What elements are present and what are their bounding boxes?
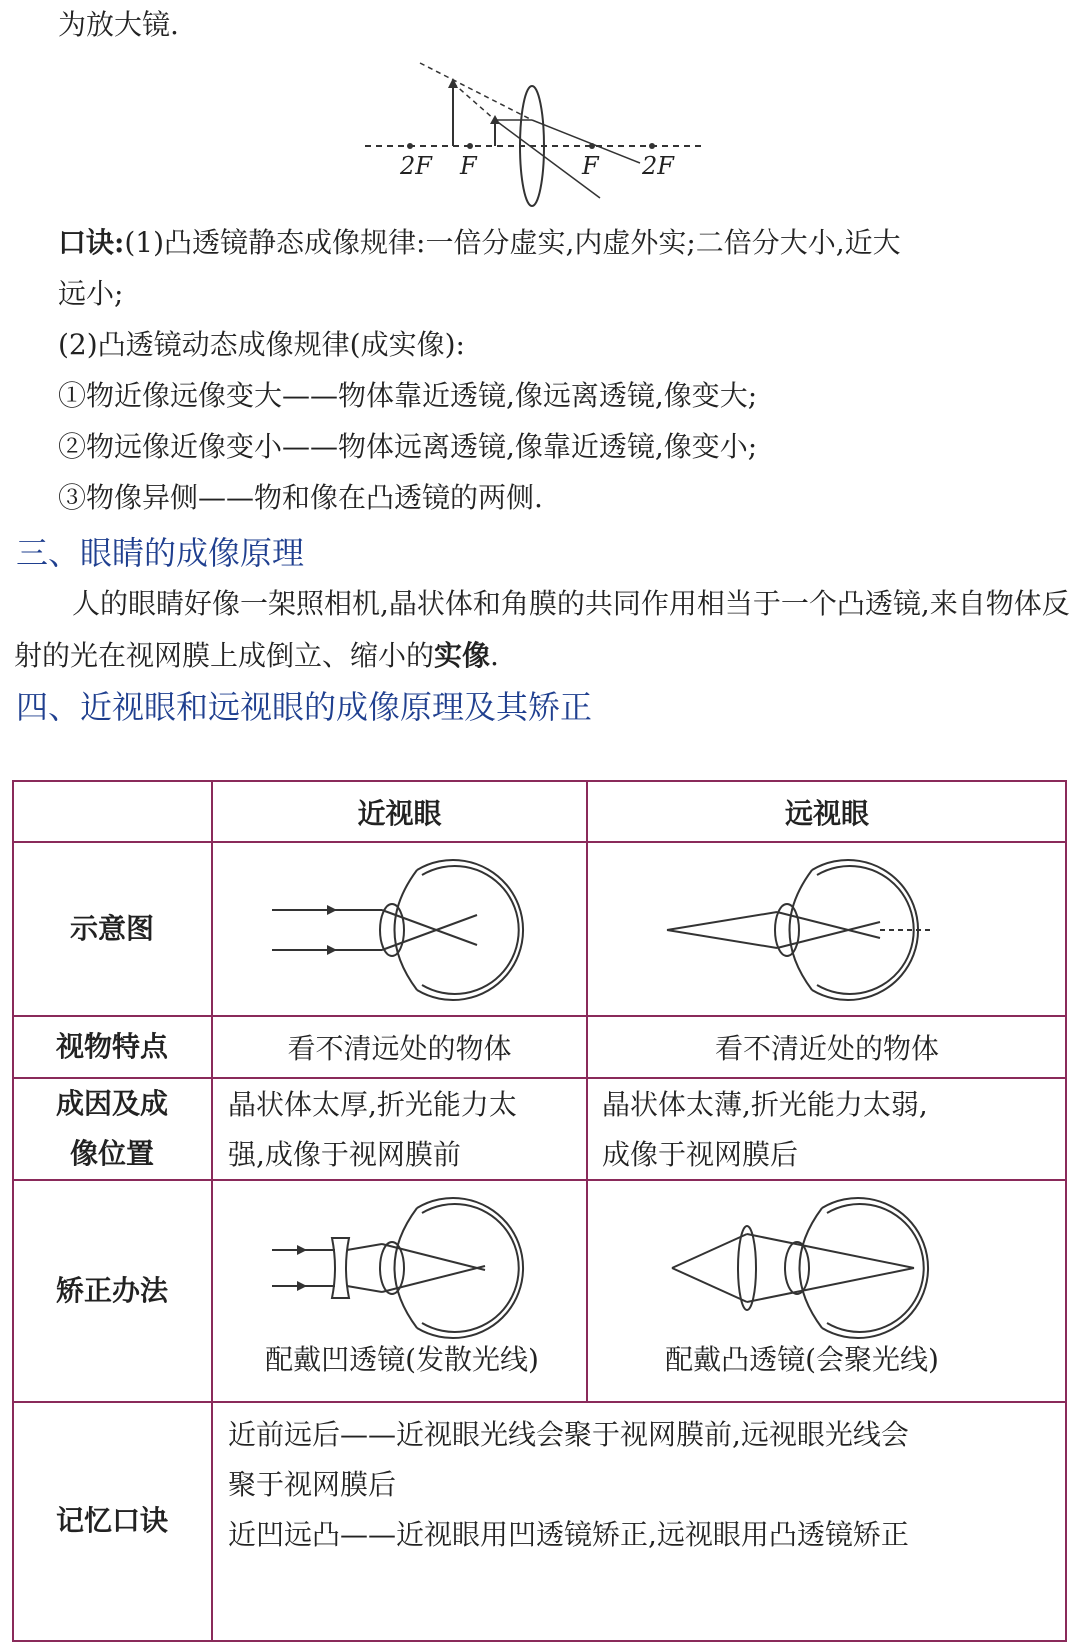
cause-hyperopia-line2: 成像于视网膜后 <box>602 1138 799 1171</box>
row-label-feature: 视物特点 <box>55 1030 168 1063</box>
mnemonic-title: 口诀: <box>58 226 125 259</box>
memo-line2: 聚于视网膜后 <box>228 1468 397 1501</box>
myopia-correction-diagram <box>267 1188 537 1348</box>
memo-line3: 近凹远凸——近视眼用凹透镜矫正,远视眼用凸透镜矫正 <box>228 1518 909 1551</box>
row-label-diagram: 示意图 <box>69 912 154 945</box>
label-f-right: F <box>582 152 599 180</box>
myopia-eye-diagram <box>267 850 537 1010</box>
section3-bold: 实像 <box>434 639 491 672</box>
mnemonic-line1b: 远小; <box>58 277 124 310</box>
row-label-fix: 矫正办法 <box>55 1274 168 1307</box>
mnemonic-line2: (2)凸透镜动态成像规律(成实像): <box>58 328 465 361</box>
memo-line1: 近前远后——近视眼光线会聚于视网膜前,远视眼光线会 <box>228 1418 909 1451</box>
mnemonic-item2: ②物远像近像变小——物体远离透镜,像靠近透镜,像变小; <box>58 430 758 463</box>
mnemonic-item1: ①物近像远像变大——物体靠近透镜,像远离透镜,像变大; <box>58 379 758 412</box>
intro-line: 为放大镜. <box>58 8 179 41</box>
cause-label-line1: 成因及成 <box>55 1087 168 1120</box>
cause-myopia-line1: 晶状体太厚,折光能力太 <box>228 1088 517 1121</box>
convex-lens-diagram <box>360 58 710 208</box>
feature-myopia: 看不清远处的物体 <box>287 1032 512 1065</box>
label-f-left: F <box>460 152 477 180</box>
fix-hyperopia-caption: 配戴凸透镜(会聚光线) <box>665 1343 939 1376</box>
eye-comparison-table <box>12 780 1067 1642</box>
section3-end: . <box>490 639 499 672</box>
header-myopia: 近视眼 <box>357 797 442 830</box>
mnemonic-line1 <box>58 226 901 260</box>
cause-hyperopia-line1: 晶状体太薄,折光能力太弱, <box>602 1088 928 1121</box>
header-hyperopia: 远视眼 <box>784 797 869 830</box>
label-2f-right: 2F <box>642 152 674 180</box>
section3-heading: 三、眼睛的成像原理 <box>16 534 305 572</box>
label-2f-left: 2F <box>400 152 432 180</box>
row-label-cause <box>12 1078 212 1180</box>
section3-paragraph <box>14 578 1074 682</box>
fix-myopia-caption: 配戴凹透镜(发散光线) <box>265 1343 539 1376</box>
row-label-memo: 记忆口诀 <box>55 1504 168 1537</box>
mnemonic-text-1: (1)凸透镜静态成像规律:一倍分虚实,内虚外实;二倍分大小,近大 <box>124 226 901 259</box>
section4-heading: 四、近视眼和远视眼的成像原理及其矫正 <box>16 688 593 726</box>
mnemonic-item3: ③物像异侧——物和像在凸透镜的两侧. <box>58 481 543 514</box>
feature-hyperopia: 看不清近处的物体 <box>714 1032 939 1065</box>
hyperopia-correction-diagram <box>662 1188 962 1348</box>
cause-label-line2: 像位置 <box>69 1137 154 1170</box>
hyperopia-eye-diagram <box>662 850 962 1010</box>
section3-text: 人的眼睛好像一架照相机,晶状体和角膜的共同作用相当于一个凸透镜,来自物体反射的光在视网膜上成倒立、缩小的 <box>14 587 1070 672</box>
cause-myopia-line2: 强,成像于视网膜前 <box>228 1138 461 1171</box>
